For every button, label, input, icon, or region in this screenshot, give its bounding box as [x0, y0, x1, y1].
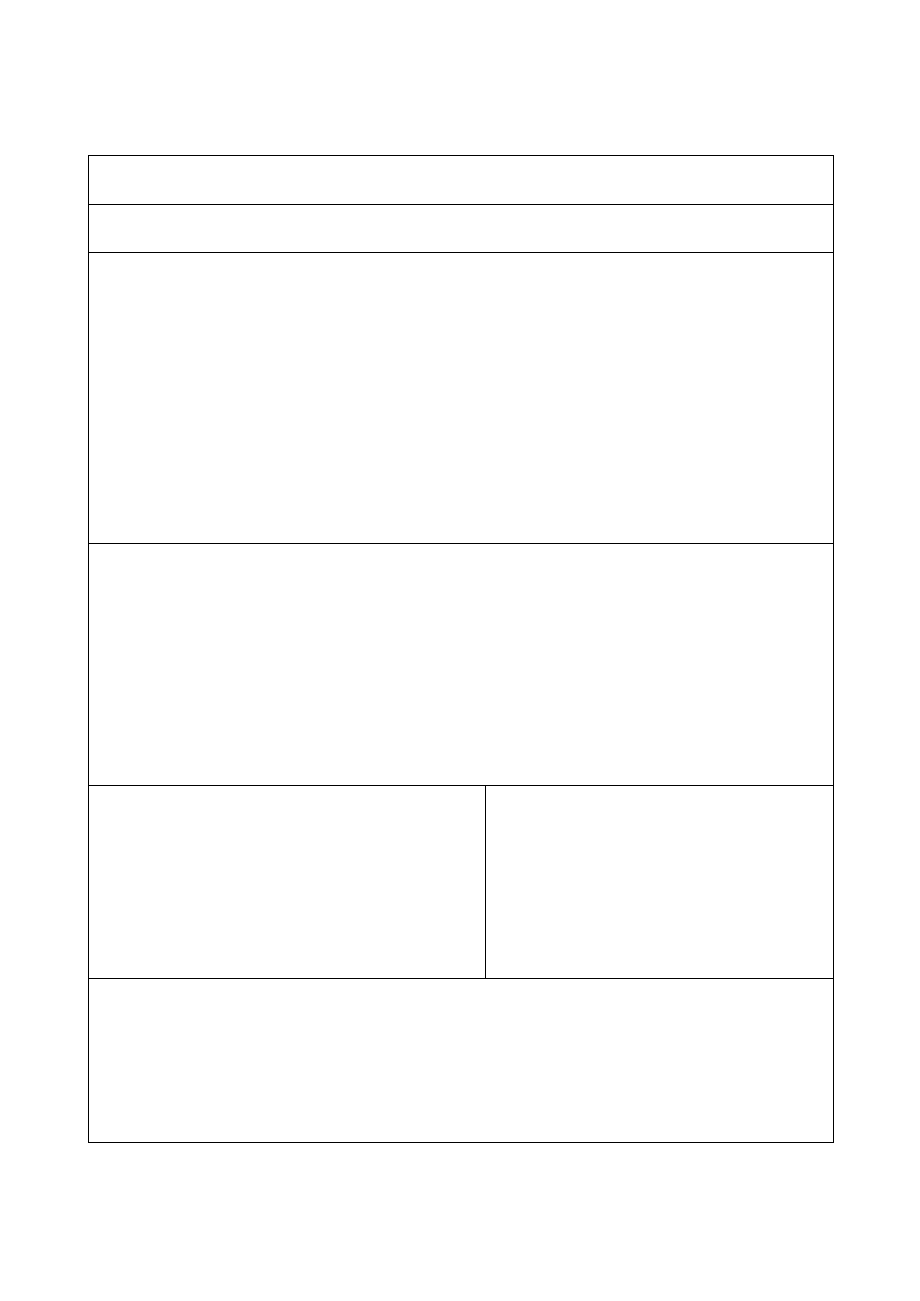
row-divider	[88, 252, 834, 253]
row-divider	[88, 978, 834, 979]
row-divider	[88, 204, 834, 205]
column-divider	[485, 785, 486, 978]
row-divider	[88, 543, 834, 544]
row-divider	[88, 785, 834, 786]
application-form-table	[88, 155, 834, 1143]
